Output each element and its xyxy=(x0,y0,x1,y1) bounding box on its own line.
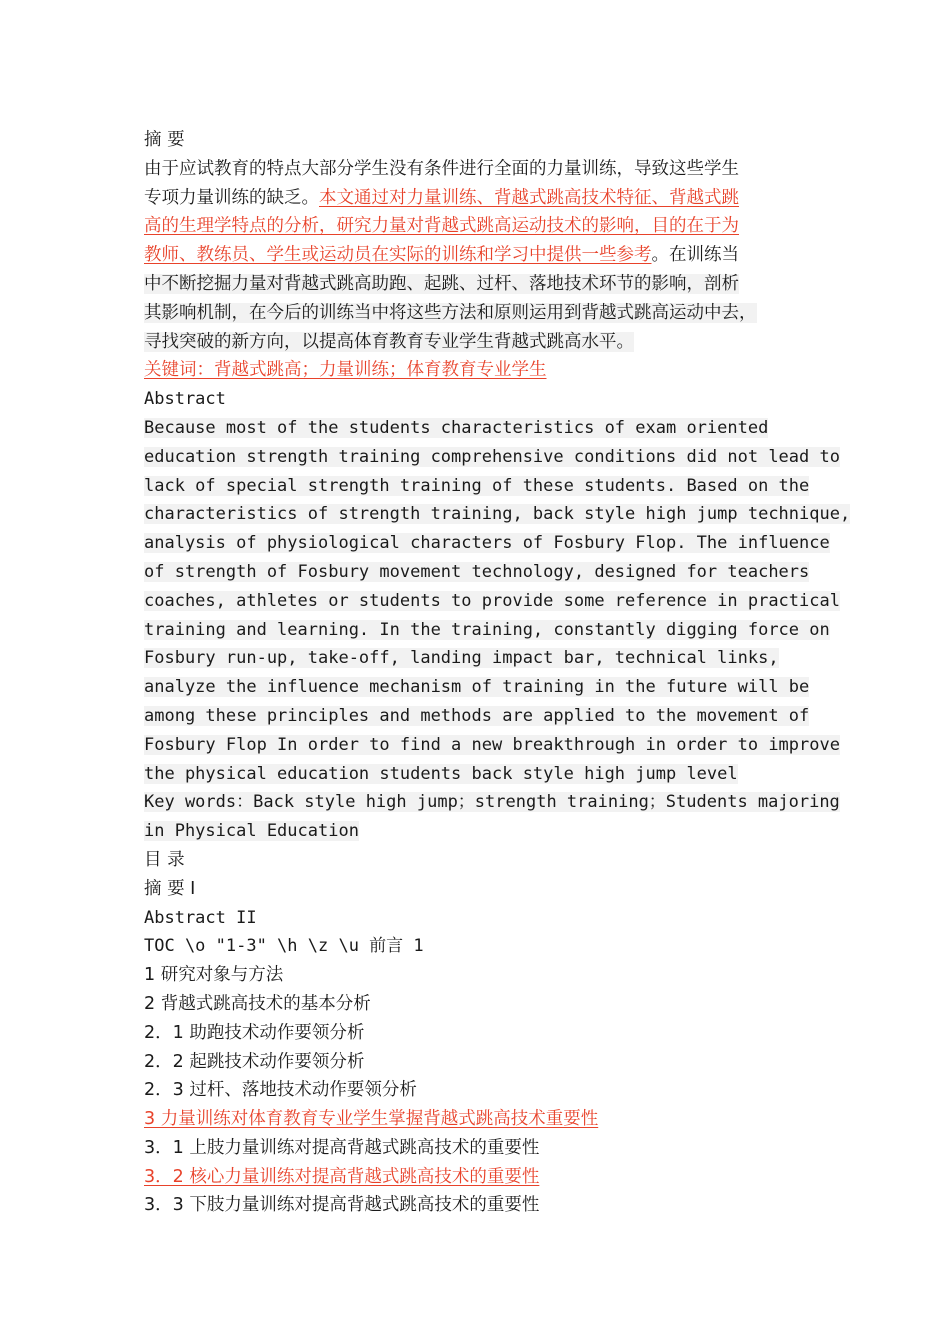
toc-item-link[interactable]: 3．2 核心力量训练对提高背越式跳高技术的重要性 xyxy=(144,1166,540,1187)
abstract-en-line: training and learning. In the training, constantly digging force on xyxy=(144,619,830,640)
abstract-en-line: analyze the influence mechanism of training in the future will be xyxy=(144,677,810,698)
abstract-en-line: among these principles and methods are applied to the movement of xyxy=(144,705,810,726)
abstract-cn-paragraph-line xyxy=(144,212,824,241)
toc-item[interactable]: 1 研究对象与方法 xyxy=(144,965,284,986)
abstract-en-heading: Abstract xyxy=(144,389,226,410)
keywords-en: Key words：Back style high jump；strength training；Students majoring xyxy=(144,792,840,813)
abstract-cn-paragraph-line: 由于应试教育的特点大部分学生没有条件进行全面的力量训练，导致这些学生 xyxy=(144,158,739,179)
toc-field-code: TOC \o "1-3" \h \z \u 前言 1 xyxy=(144,936,424,957)
abstract-cn-paragraph-line: 其影响机制，在今后的训练当中将这些方法和原则运用到背越式跳高运动中去， xyxy=(144,302,757,323)
toc-item[interactable]: 2．3 过杆、落地技术动作要领分析 xyxy=(144,1080,417,1101)
keywords-cn xyxy=(144,356,824,385)
toc-item-link[interactable]: 3 力量训练对体育教育专业学生掌握背越式跳高技术重要性 xyxy=(144,1109,599,1130)
highlight-link[interactable]: 高的生理学特点的分析，研究力量对背越式跳高运动技术的影响，目的在于为 xyxy=(144,216,739,237)
abstract-en-line: Fosbury Flop In order to find a new breakthrough in order to improve xyxy=(144,734,840,755)
table-of-contents xyxy=(144,875,824,1221)
abstract-cn-heading: 摘 要 xyxy=(144,130,185,150)
abstract-en-line: Fosbury run-up, take-off, landing impact bar, technical links, xyxy=(144,648,779,669)
abstract-en-line: coaches, athletes or students to provide some reference in practical xyxy=(144,590,840,611)
document-page xyxy=(144,126,851,1220)
abstract-en-line: characteristics of strength training, back style high jump technique, xyxy=(144,504,851,525)
highlight-link[interactable]: 本文通过对力量训练、背越式跳高技术特征、背越式跳 xyxy=(319,187,739,208)
highlight-link[interactable]: 教师、教练员、学生或运动员在实际的训练和学习中提供一些参考 xyxy=(144,245,652,266)
abstract-en-line: education strength training comprehensive conditions did not lead to xyxy=(144,446,840,467)
abstract-cn-paragraph-line: 寻找突破的新方向，以提高体育教育专业学生背越式跳高水平。 xyxy=(144,331,634,352)
toc-item[interactable]: 3．1 上肢力量训练对提高背越式跳高技术的重要性 xyxy=(144,1137,540,1158)
abstract-en-line: the physical education students back style high jump level xyxy=(144,763,738,784)
toc-item[interactable]: 2．1 助跑技术动作要领分析 xyxy=(144,1022,365,1043)
abstract-cn-paragraph-line: 中不断挖掘力量对背越式跳高助跑、起跳、过杆、落地技术环节的影响，剖析 xyxy=(144,273,739,294)
toc-heading: 目 录 xyxy=(144,849,185,870)
abstract-cn-paragraph-line: 教师、教练员、学生或运动员在实际的训练和学习中提供一些参考。在训练当 xyxy=(144,245,739,266)
toc-item[interactable]: 摘 要 I xyxy=(144,878,196,899)
toc-item[interactable]: 3．3 下肢力量训练对提高背越式跳高技术的重要性 xyxy=(144,1195,540,1216)
abstract-en-line: Because most of the students characteristics of exam oriented xyxy=(144,417,769,438)
keywords-en: in Physical Education xyxy=(144,821,359,842)
toc-item[interactable]: 2．2 起跳技术动作要领分析 xyxy=(144,1051,365,1072)
toc-item[interactable]: 2 背越式跳高技术的基本分析 xyxy=(144,993,371,1014)
abstract-en-line: lack of special strength training of these students. Based on the xyxy=(144,475,810,496)
abstract-en-paragraph xyxy=(144,414,851,788)
keywords-cn-link[interactable]: 关键词：背越式跳高；力量训练；体育教育专业学生 xyxy=(144,360,547,381)
abstract-cn-paragraph-line: 专项力量训练的缺乏。本文通过对力量训练、背越式跳高技术特征、背越式跳 xyxy=(144,187,739,208)
abstract-en-line: analysis of physiological characters of Fosbury Flop. The influence xyxy=(144,533,830,554)
abstract-en-line: of strength of Fosbury movement technology, designed for teachers xyxy=(144,561,810,582)
toc-item[interactable]: Abstract II xyxy=(144,907,257,928)
